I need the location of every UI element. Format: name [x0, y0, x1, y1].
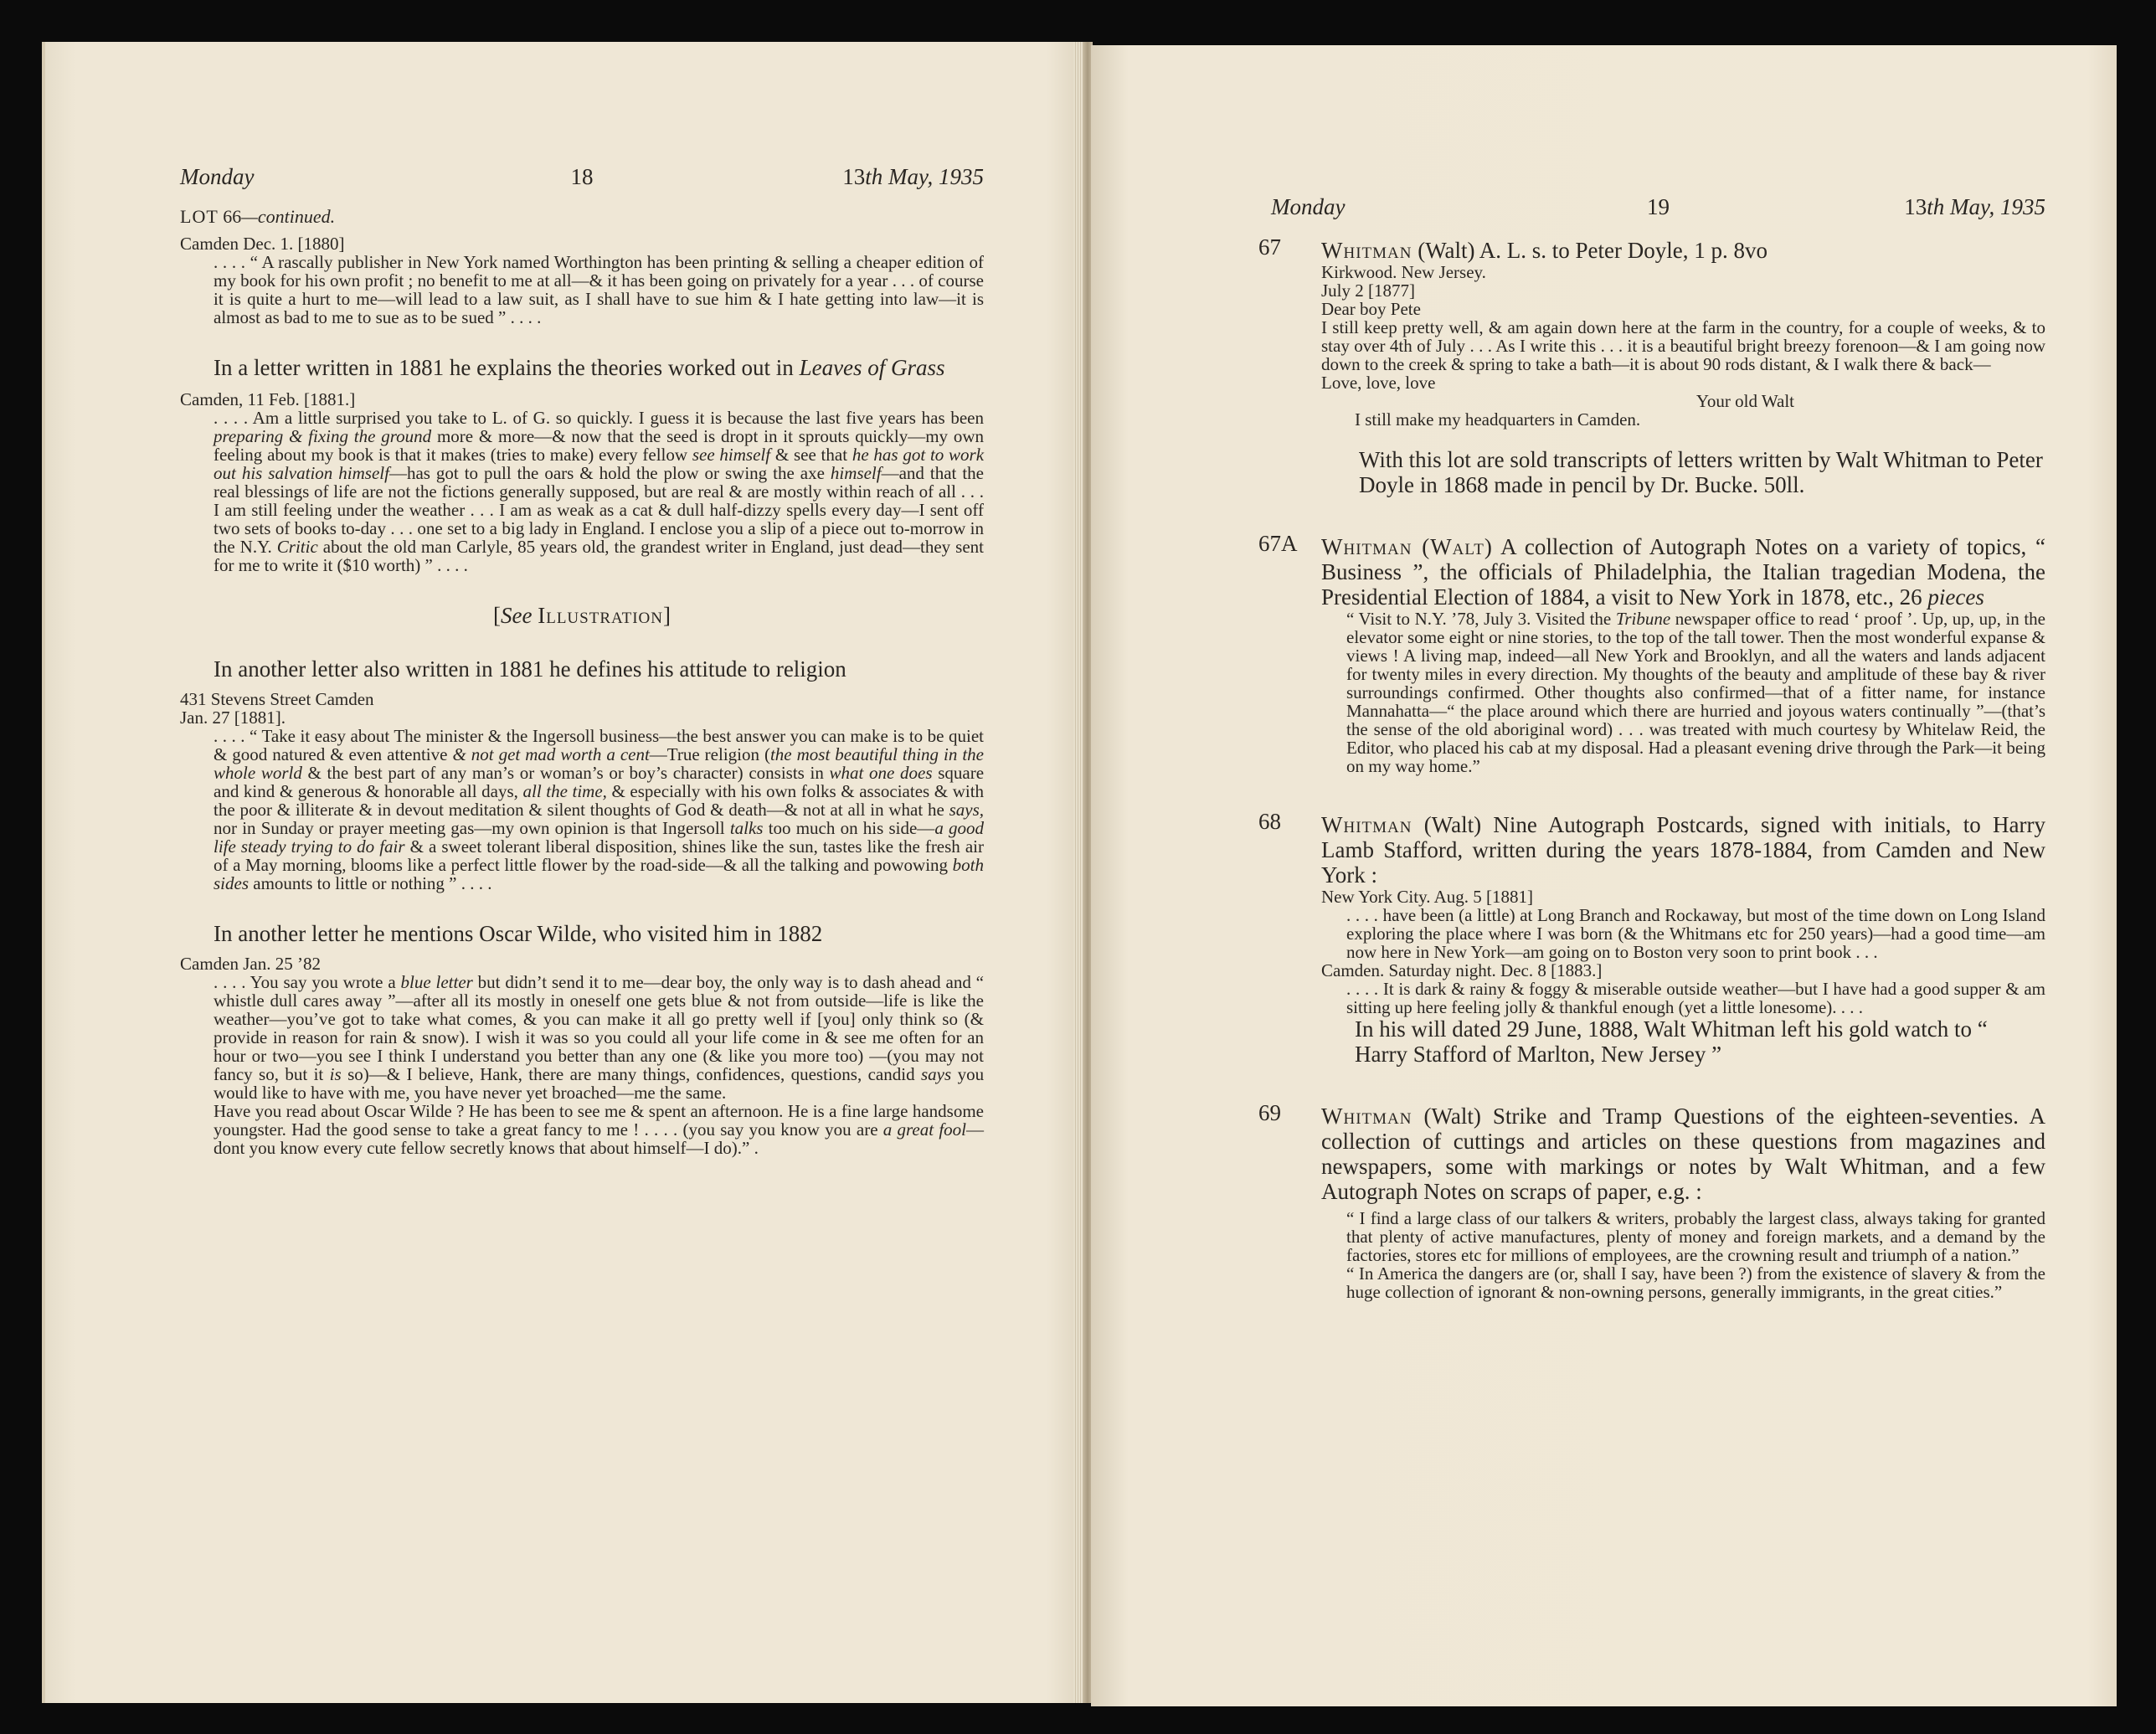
- right-page-content: [1258, 194, 2046, 1302]
- letter-place-date: Camden, 11 Feb. [1881.]: [180, 389, 356, 409]
- lot-67: [1258, 234, 2045, 497]
- letter-text: . . . . “ Take it easy about The minister & the Ingersoll business—the best answer you can make is to be quiet & good natured & even attentive & not get mad worth a cent—True religion (the most beautiful thing in the whole world & the best part of any man’s or woman’s or boy’s character) consists in what one does square and kind & generous & honorable all days, all the time, & especially with his own folks & associates & with the poor & illiterate & in devout meditation & silent thoughts of God & death—& not at all in what he says, nor in Sunday or prayer meeting gas—my own opinion is that Ingersoll talks too much on his side—a good life steady trying to do fair & a sweet tolerant liberal disposition, shines like the sun, tastes like the fresh air of a May morning, blooms like a perfect little flower by the road-side—& all the talking and powowing both sides amounts to little or nothing ” . . . .: [214, 726, 985, 893]
- letter-text: Have you read about Oscar Wilde ? He has been to see me & spent an afternoon. He is a fine large handsome youngster. Had the good sense to take a great fancy to me ! . . . . (you say you know you are a great fool—dont you know every cute fellow secretly knows that about himself—I do).” .: [214, 1101, 984, 1158]
- page-number: 19: [1647, 194, 1670, 219]
- page-number: 18: [570, 164, 594, 189]
- lot-title: Whitman (Walt) A collection of Autograph Notes on a variety of topics, “ Business ”, the officials of Philadelphia, the Italian tragedian Modena, the Presidential Election of 1884, a visit to New York in 1878, etc., 26 pieces: [1321, 534, 2045, 610]
- letter-text: I still keep pretty well, & am again down here at the farm in the country, for a couple of weeks, & to stay over 4th of July . . . As I write this . . . it is a beautiful bright breezy forenoon—& I am going now down to the creek & spring to take a bath—it is about 90 rods distant, & I walk there & back—: [1321, 317, 2045, 374]
- letter-postscript: I still make my headquarters in Camden.: [1355, 409, 1641, 430]
- section-intro: In another letter also written in 1881 he defines his attitude to religion: [214, 656, 846, 682]
- letter-closing: Love, love, love: [1321, 373, 1436, 393]
- lot-note: In his will dated 29 June, 1888, Walt Whitman left his gold watch to “ Harry Stafford of Marlton, New Jersey ”: [1355, 1016, 1988, 1067]
- postcard-place-date: New York City. Aug. 5 [1881]: [1321, 887, 1533, 907]
- letter-signature: Your old Walt: [1695, 391, 1794, 411]
- lot-title: Whitman (Walt) Nine Autograph Postcards, signed with initials, to Harry Lamb Stafford, written during the years 1878-1884, from Camden and New York :: [1321, 812, 2045, 888]
- lot-title: Whitman (Walt) Strike and Tramp Questions of the eighteen-seventies. A collection of cuttings and articles on these questions from magazines and newspapers, some with markings or notes by Walt Whitman, and a few Autograph Notes on scraps of paper, e.g. :: [1321, 1104, 2045, 1204]
- lot-number: 69: [1258, 1100, 1281, 1125]
- letter-salutation: Dear boy Pete: [1321, 299, 1421, 319]
- postcard-text: . . . . have been (a little) at Long Branch and Rockaway, but most of the time down on Long Island exploring the place where I was born (& the Whitmans etc for 250 years)—had a good time—am now here in New York—am going on to Boston very soon to print book . . .: [1346, 905, 2045, 962]
- lot-69: [1258, 1100, 2045, 1302]
- left-page: [42, 42, 1084, 1703]
- running-head-day: Monday: [180, 164, 255, 189]
- lot-67a: [1258, 531, 2046, 776]
- section-intro: In a letter written in 1881 he explains the theories worked out in Leaves of Grass: [214, 355, 945, 380]
- left-page-content: [180, 164, 985, 1158]
- quoted-note: “ I find a large class of our talkers & writers, probably the largest class, always taking for granted that plenty of active manufactures, plenty of money and foreign markets, and a demand by the factories, stores etc for millions of employees, are the crowning result and triumph of a nation.”: [1346, 1208, 2045, 1265]
- lot-number: 68: [1258, 809, 1281, 834]
- section-intro: In another letter he mentions Oscar Wilde, who visited him in 1882: [214, 921, 823, 946]
- lot-68: [1258, 809, 2045, 1067]
- postcard-text: . . . . It is dark & rainy & foggy & miserable outside weather—but I have had a good supper & am sitting up here feeling jolly & thankful enough (yet a little lonesome). . . .: [1346, 979, 2045, 1017]
- running-head-day: Monday: [1271, 194, 1346, 219]
- quoted-note: “ Visit to N.Y. ’78, July 3. Visited the Tribune newspaper office to read ‘ proof ’. Up, up, up, in the elevator some eight or nine stories, to the top of the tall tower. Then the most wonderful expanse & views ! A living map, indeed—all New York and Brooklyn, and all the waters and lands adjacent for twenty miles in every direction. My thoughts of the beauty and amplitude of these bay & river surroundings confirmed. Other thoughts also confirmed—that of a fitter name, for instance Mannahatta—“ the place around which there are hurried and joyous waters continually ”—(that’s the sense of the old aboriginal word) . . . was treated with much courtesy by Whitelaw Reid, the Editor, who placed his cab at my disposal. Had a pleasant evening drive through the Park—it being on my way home.”: [1346, 609, 2046, 776]
- letter-text: . . . . You say you wrote a blue letter but didn’t send it to me—dear boy, the only way is to dash ahead and “ whistle dull cares away ”—after all its mostly in oneself one gets blue & not from outside—life is like the weather—you’ve got to take what comes, & you can make it all go pretty well if [you] only think so (& provide in reason for rain & snow). I wish it was so you could all your life come in & see me often for an hour or two—you see I think I understand you better than any one (& like you more too) —(you may not fancy so, but it is so)—& I believe, Hank, there are many things, confidences, questions, candid says you would like to have with me, you have never yet broached—me the same.: [214, 972, 985, 1103]
- letter-place-date: Camden Jan. 25 ’82: [180, 954, 321, 974]
- lot-number: 67: [1258, 234, 1281, 260]
- running-head-right: [1271, 194, 2045, 226]
- lot-title: Whitman (Walt) A. L. s. to Peter Doyle, 1 p. 8vo: [1321, 238, 1768, 263]
- lot-number: 67A: [1258, 531, 1298, 556]
- running-head-date: 13th May, 1935: [842, 164, 984, 189]
- running-head-date: 13th May, 1935: [1904, 194, 2045, 219]
- book-spread: [42, 42, 2117, 1703]
- postcard-place-date: Camden. Saturday night. Dec. 8 [1883.]: [1321, 960, 1603, 980]
- lot-note: With this lot are sold transcripts of letters written by Walt Whitman to Peter Doyle in 1868 made in pencil by Dr. Bucke. 50ll.: [1359, 447, 2043, 497]
- right-page: [1091, 45, 2117, 1706]
- letter-text: . . . . Am a little surprised you take to L. of G. so quickly. I guess it is because the last five years has been preparing & fixing the ground more & more—& now that the seed is dropt in it sprouts quickly—my own feeling about my book is that it makes (tries to make) every fellow see himself & see that he has got to work out his salvation himself—has got to pull the oars & hold the plow or swing the axe himself—and that the real blessings of life are not the fictions generally supposed, but are real & are mostly within reach of all . . . I am still feeling under the weather . . . I am as weak as a cat & dull half-dizzy spells every day—I sent off two sets of books to-day . . . one set to a big lady in England. I enclose you a slip of a piece out to-morrow in the N.Y. Critic about the old man Carlyle, 85 years old, the grandest writer in England, just dead—they sent for me to write it ($10 worth) ” . . . .: [214, 408, 985, 575]
- quoted-note: “ In America the dangers are (or, shall I say, have been ?) from the existence of slavery & from the huge collection of ignorant & non-owning persons, generally immigrants, in the great cities.”: [1346, 1263, 2045, 1302]
- letter-date: Jan. 27 [1881].: [180, 707, 286, 728]
- letter-date: July 2 [1877]: [1321, 280, 1415, 301]
- letter-place-date: Camden Dec. 1. [1880]: [180, 234, 345, 254]
- running-head-left: [180, 164, 984, 196]
- lot-continued-heading: LOT 66—continued.: [180, 206, 336, 227]
- letter-address: 431 Stevens Street Camden: [180, 689, 374, 709]
- letter-text: . . . . “ A rascally publisher in New York named Worthington has been printing & selling a cheaper edition of my book for his own profit ; no benefit to me at all—& it has been going on privately for a year . . . of course it is quite a hurt to me—will lead to a law suit, as I shall have to sue him & I hate getting into law—it is almost as bad to me to sue as to be sued ” . . . .: [214, 252, 984, 327]
- see-illustration-note: [See Illustration]: [493, 603, 671, 628]
- letter-place: Kirkwood. New Jersey.: [1321, 262, 1486, 282]
